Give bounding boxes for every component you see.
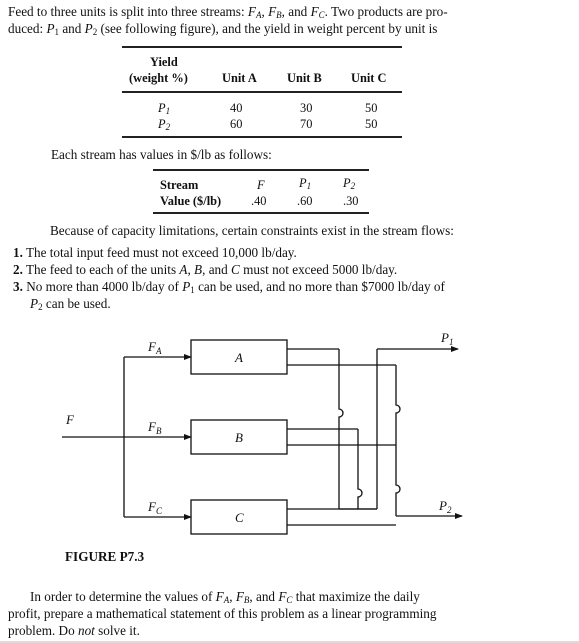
stream-f-name: F <box>257 178 265 192</box>
stream-fc-subscript: C <box>318 10 325 20</box>
table-top-rule <box>122 46 402 48</box>
product-p1-subscript: 1 <box>190 285 195 295</box>
row-p1-label <box>158 101 170 115</box>
unit-b-symbol: B <box>194 262 203 277</box>
product-p1-subscript: 1 <box>54 27 60 37</box>
cell-p1-unit-b: 30 <box>300 101 313 115</box>
p2-collector <box>396 365 400 516</box>
column-unit-a: Unit A <box>222 71 257 85</box>
stream-fa-symbol: F <box>215 589 224 604</box>
separator: , <box>229 589 236 604</box>
constraint-text: can be used. <box>42 296 111 311</box>
stream-fa-label <box>147 339 162 356</box>
table-header-rule <box>122 91 402 93</box>
constraint-text: can be used, and no more than $7000 lb/day of <box>194 279 445 294</box>
closing-text: that maximize the daily <box>292 589 420 604</box>
feed-label <box>65 412 75 427</box>
stream-p2-name <box>343 176 355 190</box>
intro-text: (see following figure), and the yield in weight percent by unit is <box>97 21 438 36</box>
intro-line-1 <box>8 3 448 20</box>
separator: , and <box>202 262 232 277</box>
feed-symbol: F <box>66 412 74 427</box>
stream-p2-value: .30 <box>343 194 359 208</box>
cell-p1-unit-a: 40 <box>230 101 243 115</box>
constraint-text: No more than 4000 lb/day of <box>26 279 183 294</box>
yield-header-line2: (weight %) <box>129 71 188 85</box>
cell-p1-unit-c: 50 <box>365 101 378 115</box>
stream-fb-label <box>147 419 162 436</box>
row-p2-label <box>158 117 170 131</box>
figure-caption: FIGURE P7.3 <box>65 549 145 564</box>
stream-fb-subscript: B <box>276 10 282 20</box>
stream-fb-symbol: F <box>235 589 244 604</box>
column-unit-b: Unit B <box>287 71 322 85</box>
intro-text: duced: <box>8 21 47 36</box>
constraint-text: must not exceed 5000 lb/day. <box>239 262 398 277</box>
closing-text: problem. Do <box>8 623 78 638</box>
closing-line-3 <box>8 622 140 639</box>
separator: , and <box>249 589 279 604</box>
constraint-number: 1. <box>13 245 23 260</box>
cell-p2-unit-c: 50 <box>365 117 378 131</box>
constraints-intro: Because of capacity limitations, certain constraints exist in the stream flows: <box>50 223 454 238</box>
process-flow-diagram <box>0 320 579 550</box>
stream-subscript: 1 <box>306 181 312 191</box>
constraint-3-continued <box>30 295 111 312</box>
product-p1-label <box>440 330 453 347</box>
constraint-2 <box>13 261 397 278</box>
stream-fc-label <box>147 499 163 516</box>
product-p2-symbol: P <box>84 21 93 36</box>
separator: , <box>187 262 195 277</box>
constraint-text: The total input feed must not exceed 10,000 lb/day. <box>25 245 297 260</box>
intro-text: and <box>59 21 85 36</box>
separator: , <box>261 4 269 19</box>
stream-fb-subscript: B <box>243 595 250 605</box>
row-label-subscript: 2 <box>165 122 171 132</box>
closing-text: In order to determine the values of <box>30 589 216 604</box>
unit-a-symbol: A <box>179 262 188 277</box>
row-label-symbol: P <box>158 117 166 131</box>
row-label-subscript: 1 <box>165 106 171 116</box>
stream-f-value: .40 <box>251 194 267 208</box>
stream-fa-subscript: A <box>155 346 162 356</box>
table-bottom-rule <box>122 136 402 138</box>
stream-fa-symbol: F <box>148 339 156 354</box>
stream-p1-value: .60 <box>297 194 313 208</box>
stream-fc-subscript: C <box>155 506 162 516</box>
product-p1-symbol: P <box>46 21 55 36</box>
unit-b-label: B <box>235 430 243 445</box>
product-p2-symbol: P <box>439 498 447 513</box>
product-p1-subscript: 1 <box>448 337 454 347</box>
product-p2-label <box>438 498 452 515</box>
stream-fb-subscript: B <box>155 426 162 436</box>
cell-p2-unit-a: 60 <box>230 117 243 131</box>
constraint-number: 2. <box>13 262 23 277</box>
closing-line-2: profit, prepare a mathematical statement of this problem as a linear programming <box>8 606 437 621</box>
product-p2-subscript: 2 <box>92 27 98 37</box>
p1-collector-b <box>358 429 362 509</box>
intro-text: Feed to three units is split into three streams: <box>8 4 248 19</box>
constraint-text: The feed to each of the units <box>25 262 180 277</box>
constraint-1 <box>13 244 297 261</box>
unit-a-label: A <box>235 350 243 365</box>
product-p1-symbol: P <box>182 279 191 294</box>
stream-symbol: P <box>299 176 307 190</box>
value-table-stream-label: Stream <box>160 178 199 192</box>
product-p2-symbol: P <box>30 296 39 311</box>
row-label-symbol: P <box>158 101 166 115</box>
constraint-number: 3. <box>13 279 23 294</box>
stream-subscript: 2 <box>350 181 356 191</box>
cell-p2-unit-b: 70 <box>300 117 313 131</box>
yield-header-line1: Yield <box>150 55 178 69</box>
value-table-bottom-rule <box>153 212 369 214</box>
product-p2-subscript: 2 <box>446 505 452 515</box>
intro-line-2 <box>8 20 437 37</box>
product-p1-symbol: P <box>441 330 449 345</box>
product-p2-subscript: 2 <box>38 302 43 312</box>
stream-symbol: P <box>343 176 351 190</box>
value-table-top-rule <box>153 169 369 171</box>
intro-text: . Two products are pro- <box>324 4 448 19</box>
closing-text: solve it. <box>94 623 140 638</box>
column-unit-c: Unit C <box>351 71 387 85</box>
stream-fa-subscript: A <box>223 595 230 605</box>
constraint-3 <box>13 278 445 295</box>
separator: , and <box>281 4 311 19</box>
closing-line-1 <box>30 588 420 605</box>
unit-c-label: C <box>235 510 244 525</box>
stream-values-intro: Each stream has values in $/lb as follows: <box>51 147 272 162</box>
stream-fa-subscript: A <box>255 10 262 20</box>
unit-c-symbol: C <box>231 262 240 277</box>
stream-fb-symbol: F <box>148 419 156 434</box>
stream-p1-name <box>299 176 311 190</box>
stream-fc-symbol: F <box>278 589 287 604</box>
stream-fc-subscript: C <box>286 595 293 605</box>
value-table-value-label: Value ($/lb) <box>160 194 222 208</box>
closing-emphasis: not <box>77 623 95 638</box>
stream-fa-symbol: F <box>247 4 256 19</box>
stream-fc-symbol: F <box>148 499 156 514</box>
stream-fb-symbol: F <box>268 4 277 19</box>
stream-fc-symbol: F <box>310 4 319 19</box>
